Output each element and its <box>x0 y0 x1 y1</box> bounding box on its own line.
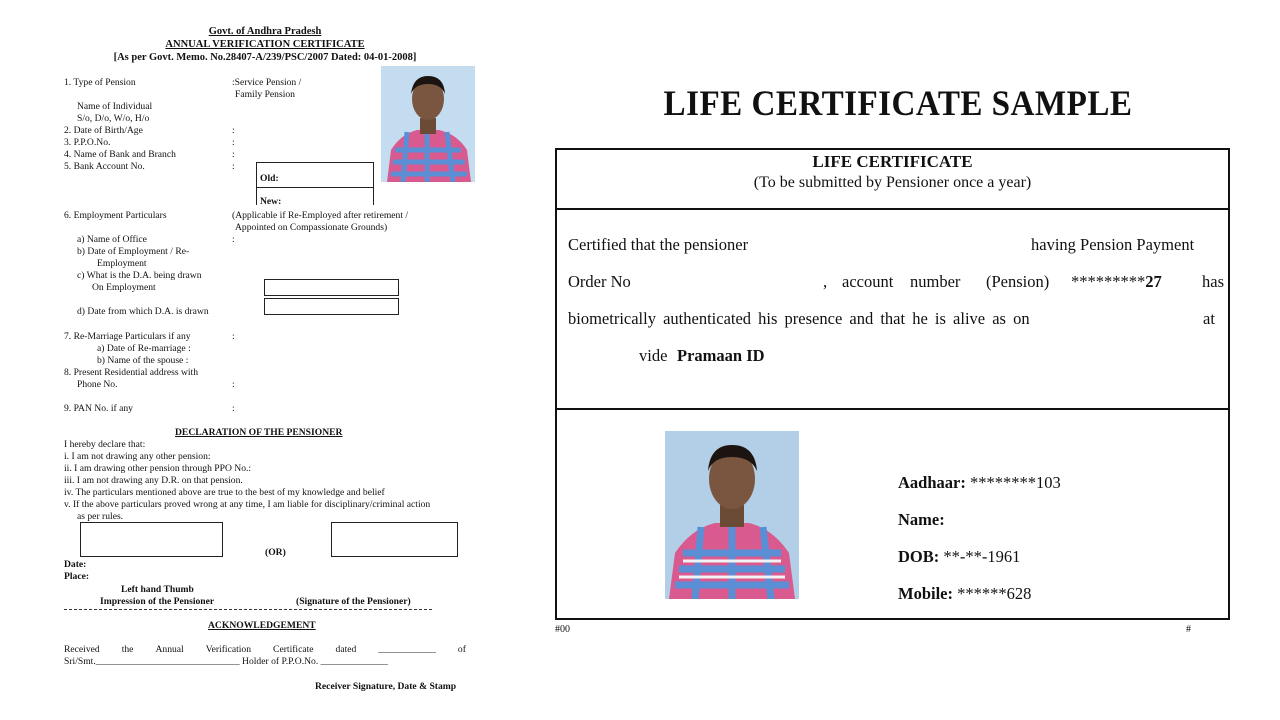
pramaan-id-label: Pramaan ID <box>677 346 765 365</box>
thumb-label: Left hand Thumb <box>121 584 194 595</box>
account-new-label: New: <box>260 196 282 207</box>
ack-word: the <box>121 644 134 655</box>
da-label-2: On Employment <box>92 282 156 293</box>
declaration-line: iii. I am not drawing any D.R. on that pension. <box>64 475 243 486</box>
phone-label: Phone No. <box>77 379 118 390</box>
certificate-header <box>557 150 1228 210</box>
ppo-label: 3. P.P.O.No. <box>64 137 111 148</box>
colon: : <box>232 234 235 245</box>
pensioner-photo-svg <box>381 66 475 182</box>
pensioner-photo <box>381 66 475 182</box>
pensioner-photo-large <box>665 431 799 599</box>
govt-heading: Govt. of Andhra Pradesh <box>208 26 322 37</box>
colon: : <box>232 331 235 342</box>
certificate-title: ANNUAL VERIFICATION CERTIFICATE <box>165 39 365 50</box>
body-text: Order No <box>568 272 631 291</box>
certificate-details-section <box>557 410 1228 618</box>
body-text: Certified that the pensioner <box>568 235 749 254</box>
signature-label: (Signature of the Pensioner) <box>296 596 411 607</box>
thumb-impression-box <box>80 522 223 557</box>
annual-verification-certificate <box>0 0 520 720</box>
footer-right-code: # <box>1186 624 1191 635</box>
office-name-label: a) Name of Office <box>77 234 147 245</box>
ack-word: Annual <box>155 644 184 655</box>
employment-date-label: b) Date of Employment / Re- <box>77 246 190 257</box>
ack-word: dated <box>335 644 357 655</box>
body-text: account <box>842 272 894 291</box>
footer-left-code: #00 <box>555 624 570 635</box>
ack-word: Verification <box>205 644 252 655</box>
declaration-line: i. I am not drawing any other pension: <box>64 451 211 462</box>
declaration-heading: DECLARATION OF THE PENSIONER <box>175 427 343 438</box>
ack-word: ____________ <box>378 644 436 655</box>
employment-note-2: Appointed on Compassionate Grounds) <box>235 222 388 233</box>
declaration-intro: I hereby declare that: <box>64 439 146 450</box>
body-text: number <box>910 272 961 291</box>
employment-note: (Applicable if Re-Employed after retirement / <box>232 210 409 221</box>
colon: : <box>232 125 235 136</box>
life-certificate-sample-title: LIFE CERTIFICATE SAMPLE <box>663 83 1133 123</box>
certificate-body <box>557 210 1228 410</box>
or-label: (OR) <box>265 547 286 558</box>
body-text: (Pension) <box>986 272 1050 291</box>
aadhaar-value: ********103 <box>969 473 1061 492</box>
dob-row <box>898 547 1020 567</box>
mobile-row <box>898 584 1031 604</box>
body-text: having Pension Payment <box>1031 235 1195 254</box>
da-date-box <box>264 298 399 315</box>
body-text: has <box>1202 272 1224 291</box>
declaration-line: as per rules. <box>77 511 124 522</box>
mobile-label: Mobile: <box>898 584 953 603</box>
address-label: 8. Present Residential address with <box>64 367 199 378</box>
masked-account-number <box>1071 272 1162 292</box>
declaration-line: ii. I am drawing other pension through PPO No.: <box>64 463 252 474</box>
body-text: , <box>823 272 828 291</box>
dob-label: DOB: <box>898 547 940 566</box>
dashed-divider <box>64 609 432 610</box>
pan-label: 9. PAN No. if any <box>64 403 133 414</box>
account-mask: ********* <box>1071 272 1146 291</box>
ack-line-2: Sri/Smt.______________________________ Holder of P.P.O.No. ______________ <box>64 656 388 667</box>
pensioner-photo-large-svg <box>665 431 799 599</box>
account-last-digits: 27 <box>1145 272 1162 291</box>
relation-label: S/o, D/o, W/o, H/o <box>77 113 150 124</box>
certificate-subtitle: (To be submitted by Pensioner once a year) <box>753 174 1032 191</box>
colon: : <box>232 137 235 148</box>
name-label: Name: <box>898 510 945 529</box>
colon: : <box>232 161 235 172</box>
bank-label: 4. Name of Bank and Branch <box>64 149 176 160</box>
spouse-name-label: b) Name of the spouse : <box>97 355 189 366</box>
ack-word: Received <box>64 644 100 655</box>
body-text: vide <box>639 346 668 365</box>
pension-type-value-2: Family Pension <box>235 89 295 100</box>
ack-word: Certificate <box>273 644 314 655</box>
account-old-box <box>256 162 374 188</box>
mobile-value: ******628 <box>957 584 1032 603</box>
account-old-label: Old: <box>260 173 279 184</box>
body-text: at <box>1203 309 1215 328</box>
account-label: 5. Bank Account No. <box>64 161 145 172</box>
employment-label: 6. Employment Particulars <box>64 210 167 221</box>
declaration-line: v. If the above particulars proved wrong at any time, I am liable for disciplinary/criminal action <box>64 499 431 510</box>
declaration-line: iv. The particulars mentioned above are true to the best of my knowledge and belief <box>64 487 385 498</box>
remarriage-date-label: a) Date of Re-marriage : <box>97 343 191 354</box>
da-label: c) What is the D.A. being drawn <box>77 270 202 281</box>
signature-box <box>331 522 458 557</box>
dob-label: 2. Date of Birth/Age <box>64 125 143 136</box>
account-new-box <box>256 187 374 205</box>
pension-type-label: 1. Type of Pension <box>64 77 136 88</box>
life-certificate-frame <box>555 148 1230 620</box>
thumb-label-2: Impression of the Pensioner <box>100 596 215 607</box>
colon: : <box>232 149 235 160</box>
place-label: Place: <box>64 571 90 582</box>
memo-reference: [As per Govt. Memo. No.28407-A/239/PSC/2007 Dated: 04-01-2008] <box>113 52 417 63</box>
certificate-title: LIFE CERTIFICATE <box>812 152 973 171</box>
aadhaar-label: Aadhaar: <box>898 473 966 492</box>
remarriage-label: 7. Re-Marriage Particulars if any <box>64 331 191 342</box>
colon: : <box>232 403 235 414</box>
colon: : <box>232 379 235 390</box>
ack-word: of <box>457 644 466 655</box>
dob-value: **-**-1961 <box>943 547 1021 566</box>
employment-date-label-2: Employment <box>97 258 147 269</box>
ack-line-1 <box>64 644 466 656</box>
ack-heading: ACKNOWLEDGEMENT <box>208 620 316 631</box>
name-label: Name of Individual <box>77 101 153 112</box>
da-date-label: d) Date from which D.A. is drawn <box>77 306 209 317</box>
name-row <box>898 510 945 530</box>
pension-type-value: :Service Pension / <box>232 77 302 88</box>
body-text: biometrically authenticated his presence and that he is alive as on <box>568 309 1030 328</box>
receiver-signature-label: Receiver Signature, Date & Stamp <box>315 681 457 692</box>
aadhaar-row <box>898 473 1061 493</box>
date-label: Date: <box>64 559 87 570</box>
da-box <box>264 279 399 296</box>
